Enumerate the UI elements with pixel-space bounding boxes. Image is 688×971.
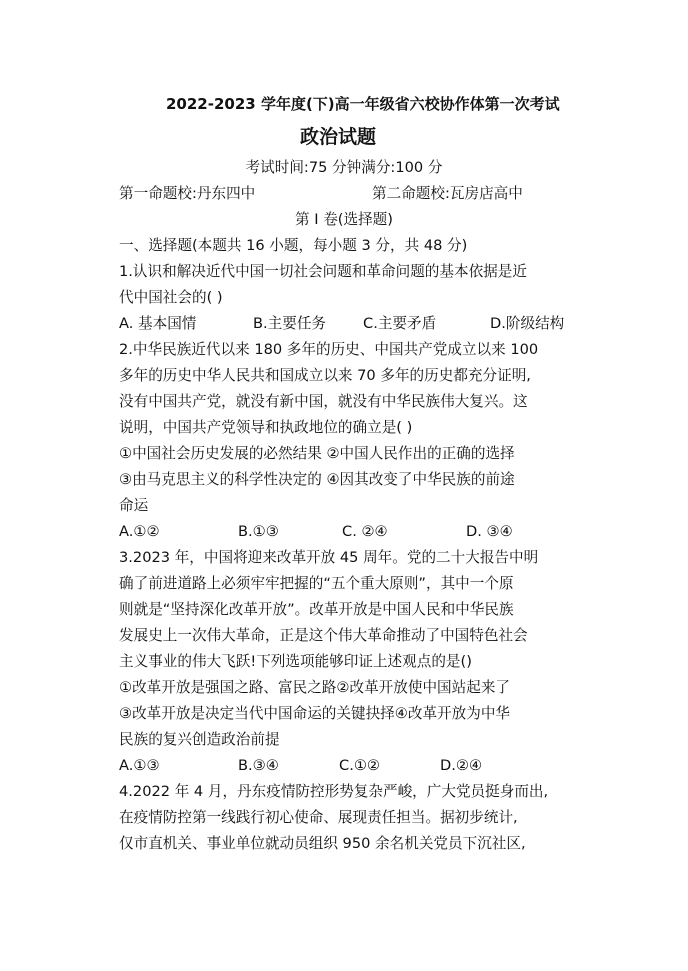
first-school: 第一命题校:丹东四中 — [119, 185, 256, 202]
q3-option-d: D.②④ — [440, 757, 483, 774]
question-3-line: 则就是“坚持深化改革开放”。改革开放是中国人民和中华民族 — [119, 601, 514, 618]
question-3-line: ③改革开放是决定当代中国命运的关键抉择④改革开放为中华 — [119, 705, 511, 722]
q3-option-a: A.①③ — [119, 757, 160, 774]
q3-option-c: C.①② — [339, 757, 380, 774]
exam-info: 考试时间:75 分钟满分:100 分 — [245, 159, 443, 176]
question-2-line: 没有中国共产党，就没有新中国，就没有中华民族伟大复兴。这 — [119, 393, 528, 410]
q2-option-d: D. ③④ — [466, 523, 513, 540]
question-1-line: 代中国社会的( ) — [119, 289, 223, 306]
question-4-line: 在疫情防控第一线践行初心使命、展现责任担当。据初步统计, — [119, 809, 518, 826]
second-school: 第二命题校:瓦房店高中 — [372, 185, 523, 202]
q2-option-a: A.①② — [119, 523, 160, 540]
question-2-line: 说明，中国共产党领导和执政地位的确立是( ) — [119, 419, 413, 436]
q1-option-d: D.阶级结构 — [490, 315, 565, 332]
q3-option-b: B.③④ — [238, 757, 279, 774]
question-4-line: 仅市直机关、事业单位就动员组织 950 余名机关党员下沉社区, — [119, 835, 526, 852]
question-3-line: 发展史上一次伟大革命，正是这个伟大革命推动了中国特色社会 — [119, 627, 528, 644]
question-2-line: 多年的历史中华人民共和国成立以来 70 多年的历史都充分证明, — [119, 367, 531, 384]
q1-option-b: B.主要任务 — [253, 315, 327, 332]
exam-title: 2022-2023 学年度(下)高一年级省六校协作体第一次考试 — [166, 95, 560, 113]
question-3-line: 民族的复兴创造政治前提 — [119, 731, 280, 748]
subject-title: 政治试题 — [300, 126, 377, 148]
question-2-line: 命运 — [119, 497, 149, 514]
question-2-line: ①中国社会历史发展的必然结果 ②中国人民作出的正确的选择 — [119, 445, 515, 462]
question-2-line: 2.中华民族近代以来 180 多年的历史、中国共产党成立以来 100 — [119, 341, 539, 358]
question-1-line: 1.认识和解决近代中国一切社会问题和革命问题的基本依据是近 — [119, 263, 527, 280]
section-heading: 一、选择题(本题共 16 小题，每小题 3 分，共 48 分) — [119, 237, 468, 254]
q1-option-c: C.主要矛盾 — [363, 315, 437, 332]
question-3-line: 确了前进道路上必须牢牢把握的“五个重大原则”，其中一个原 — [119, 575, 514, 592]
q2-option-c: C. ②④ — [342, 523, 388, 540]
question-2-line: ③由马克思主义的科学性决定的 ④因其改变了中华民族的前途 — [119, 471, 515, 488]
question-3-line: 主义事业的伟大飞跃!下列选项能够印证上述观点的是() — [119, 653, 472, 670]
question-3-line: 3.2023 年，中国将迎来改革开放 45 周年。党的二十大报告中明 — [119, 549, 539, 566]
question-3-line: ①改革开放是强国之路、富民之路②改革开放使中国站起来了 — [119, 679, 511, 696]
question-4-line: 4.2022 年 4 月，丹东疫情防控形势复杂严峻，广大党员挺身而出, — [119, 783, 549, 800]
volume-heading: 第 I 卷(选择题) — [295, 211, 393, 228]
q2-option-b: B.①③ — [238, 523, 279, 540]
q1-option-a: A. 基本国情 — [119, 315, 197, 332]
